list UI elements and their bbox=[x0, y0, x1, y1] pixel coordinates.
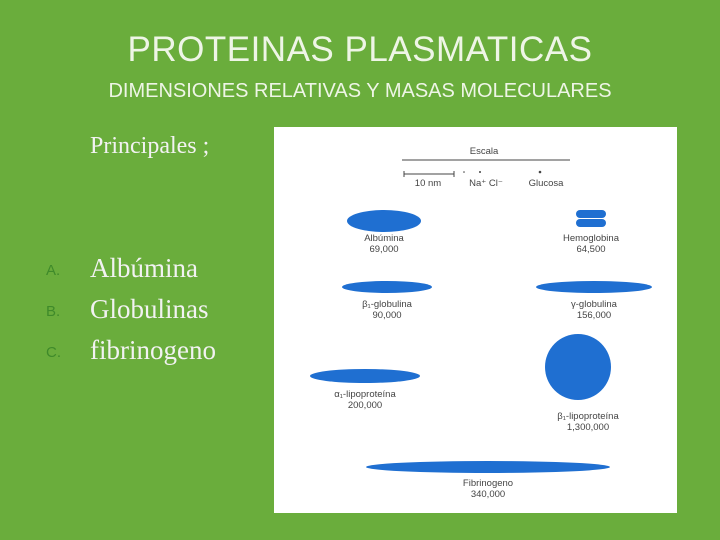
albumina-label: Albúmina bbox=[364, 233, 404, 244]
gamma-globulina-shape bbox=[536, 281, 652, 293]
albumina-mass: 69,000 bbox=[369, 244, 399, 255]
protein-size-diagram bbox=[274, 127, 677, 513]
scale-nm-label: 10 nm bbox=[414, 178, 442, 189]
alpha-lipoproteina-label: α₁-lipoproteína bbox=[334, 389, 396, 400]
na-dot bbox=[463, 171, 465, 173]
list-marker: C. bbox=[46, 344, 61, 361]
glucose-dot bbox=[539, 171, 542, 174]
list-item-label: Albúmina bbox=[90, 253, 198, 283]
gamma-globulina-label: γ-globulina bbox=[571, 299, 617, 310]
cl-dot bbox=[479, 171, 481, 173]
lead-text: Principales ; bbox=[90, 133, 210, 159]
fibrinogeno-mass: 340,000 bbox=[470, 489, 506, 500]
hemoglobina-shape bbox=[576, 210, 606, 227]
beta-lipoproteina-label: β₁-lipoproteína bbox=[557, 411, 619, 422]
scale-glucose-label: Glucosa bbox=[528, 178, 564, 189]
protein-size-figure bbox=[274, 127, 677, 513]
beta-globulina-mass: 90,000 bbox=[372, 310, 402, 321]
fibrinogeno-shape bbox=[366, 461, 610, 473]
beta-lipoproteina-shape bbox=[545, 334, 611, 400]
scale-title: Escala bbox=[469, 146, 499, 157]
list-item-label: Globulinas bbox=[90, 294, 209, 324]
slide-title: PROTEINAS PLASMATICAS bbox=[127, 30, 593, 69]
scale-ions-label: Na⁺ Cl⁻ bbox=[469, 178, 503, 189]
list-marker: B. bbox=[46, 303, 61, 320]
hemoglobina-mass: 64,500 bbox=[576, 244, 606, 255]
beta-lipoproteina-mass: 1,300,000 bbox=[566, 422, 610, 433]
alpha-lipoproteina-shape bbox=[310, 369, 420, 383]
beta-globulina-shape bbox=[342, 281, 432, 293]
slide-subtitle: DIMENSIONES RELATIVAS Y MASAS MOLECULARES bbox=[108, 80, 612, 102]
albumina-shape bbox=[347, 210, 421, 232]
beta-globulina-label: β₁-globulina bbox=[362, 299, 412, 310]
gamma-globulina-mass: 156,000 bbox=[576, 310, 612, 321]
list-item-label: fibrinogeno bbox=[90, 335, 216, 365]
alpha-lipoproteina-mass: 200,000 bbox=[347, 400, 383, 411]
list-marker: A. bbox=[46, 262, 61, 279]
fibrinogeno-label: Fibrinogeno bbox=[462, 478, 514, 489]
hemoglobina-label: Hemoglobina bbox=[563, 233, 619, 244]
